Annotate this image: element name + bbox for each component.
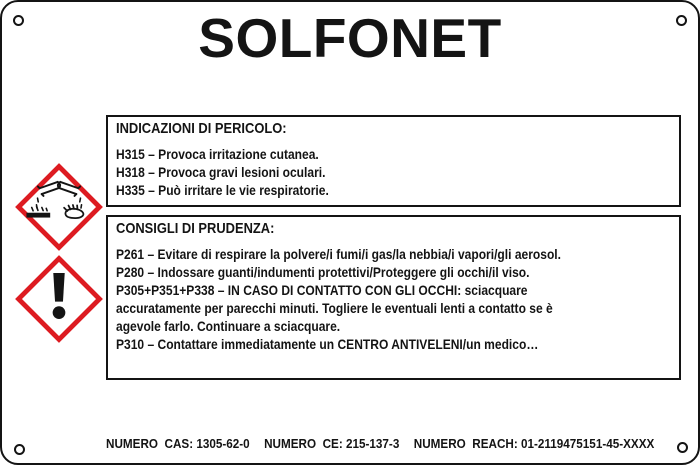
hazard-box-header: INDICAZIONI DI PERICOLO: <box>116 120 287 137</box>
reach-number: NUMERO REACH: 01-2119475151-45-XXXX <box>413 436 655 451</box>
cas-number: NUMERO CAS: 1305-62-0 <box>106 436 250 451</box>
product-title: SOLFONET <box>198 7 502 69</box>
hazard-line-h318: H318 – Provoca gravi lesioni oculari. <box>116 164 326 180</box>
hazard-statements-box <box>106 115 681 207</box>
registry-numbers-row <box>106 436 654 452</box>
hazard-line-h335: H335 – Può irritare le vie respiratorie. <box>116 182 329 198</box>
precaution-line-p280: P280 – Indossare guanti/indumenti protettivi/Proteggere gli occhi/il viso. <box>116 264 530 280</box>
precaution-statements-box <box>106 215 681 380</box>
precaution-line-p261: P261 – Evitare di respirare la polvere/i fumi/i gas/la nebbia/i vapori/gli aerosol. <box>116 246 561 262</box>
hazard-line-h315: H315 – Provoca irritazione cutanea. <box>116 146 319 162</box>
precaution-line-p305-3: agevole farlo. Continuare a sciacquare. <box>116 318 341 334</box>
screw-hole-bottom-left <box>14 444 25 455</box>
precaution-box-header: CONSIGLI DI PRUDENZA: <box>116 220 275 237</box>
ghs07-exclamation-icon <box>15 255 103 343</box>
ghs05-corrosion-icon <box>15 163 103 251</box>
screw-hole-bottom-right <box>677 442 688 453</box>
precaution-line-p305-1: P305+P351+P338 – IN CASO DI CONTATTO CON GLI OCCHI: sciacquare <box>116 282 528 298</box>
ce-number: NUMERO CE: 215-137-3 <box>264 436 400 451</box>
precaution-line-p310: P310 – Contattare immediatamente un CENTRO ANTIVELENI/un medico… <box>116 336 539 352</box>
precaution-line-p305-2: accuratamente per parecchi minuti. Togliere le eventuali lenti a contatto se è <box>116 300 553 316</box>
